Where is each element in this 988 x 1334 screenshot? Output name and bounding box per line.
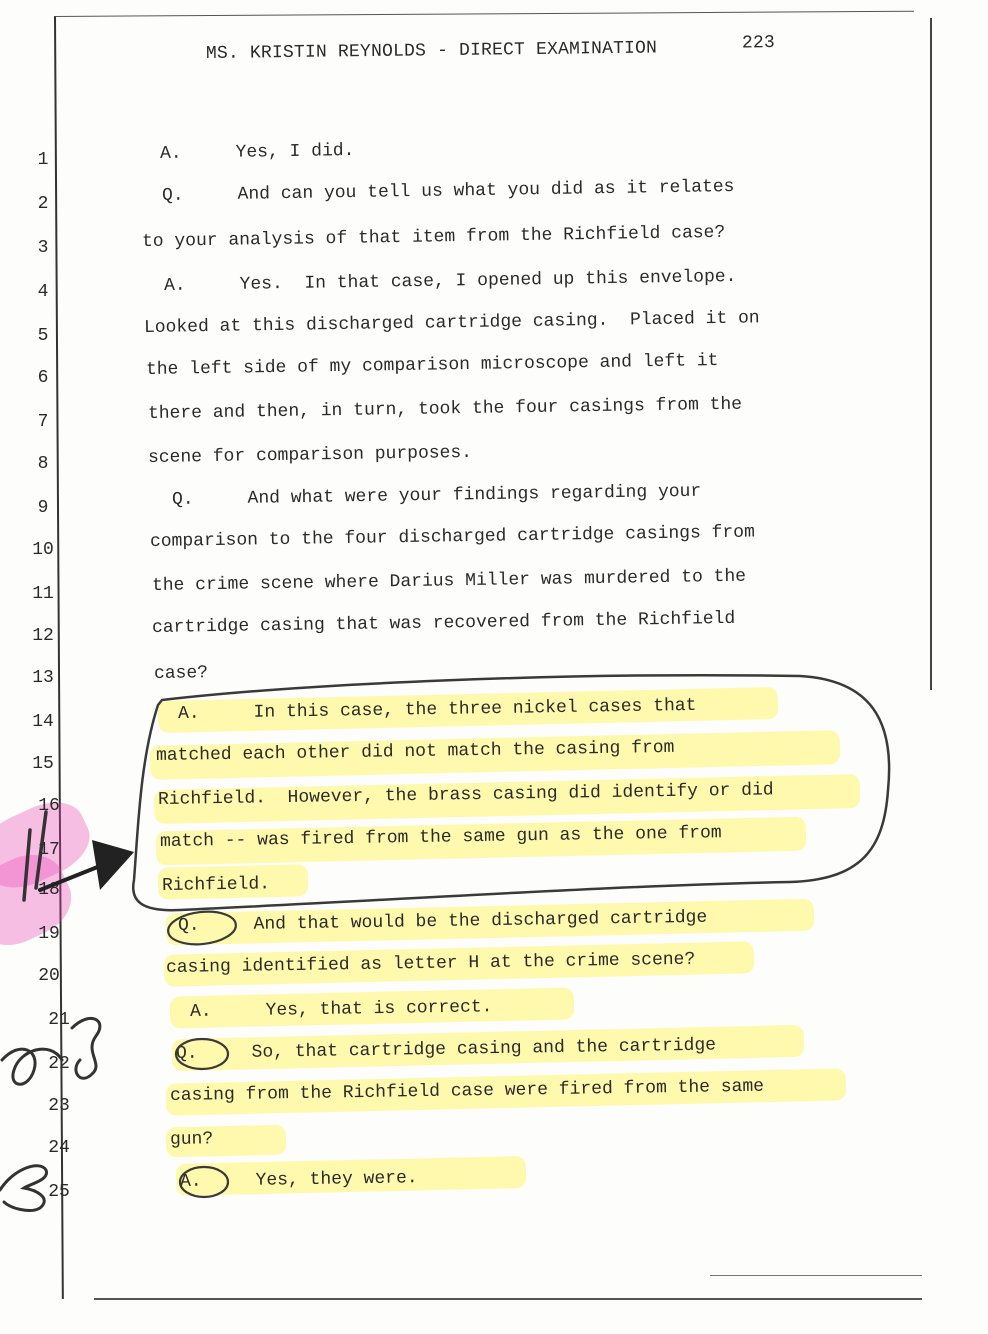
- circled-q-22: [176, 1039, 228, 1069]
- line-number: 24: [48, 1138, 70, 1158]
- line-number: 6: [37, 368, 49, 388]
- line-number: 9: [37, 498, 49, 518]
- line-number: 3: [37, 238, 49, 258]
- transcript-line: cartridge casing that was recovered from the Richfield: [151, 608, 736, 638]
- line-number: 11: [32, 584, 54, 604]
- transcript-line: to your analysis of that item from the Richfield case?: [141, 222, 726, 252]
- line-number: 15: [32, 754, 54, 774]
- transcript-line: A. Yes, they were.: [179, 1168, 418, 1192]
- margin-scrawl: [0, 1166, 47, 1211]
- transcript-line: Looked at this discharged cartridge casing. Placed it on: [143, 308, 760, 338]
- transcript-line: A. In this case, the three nickel cases that: [177, 695, 697, 724]
- transcript-line: there and then, in turn, took the four casings from the: [147, 394, 743, 424]
- line-number: 19: [38, 924, 60, 944]
- transcript-line: Q. So, that cartridge casing and the cartridge: [175, 1035, 717, 1064]
- transcript-line: casing from the Richfield case were fired from the same: [169, 1076, 765, 1106]
- transcript-line: gun?: [169, 1129, 214, 1150]
- transcript-line: Q. And can you tell us what you did as it relates: [161, 177, 735, 206]
- line-number: 1: [37, 150, 49, 170]
- page-number: 223: [741, 33, 776, 54]
- transcript-line: Q. And that would be the discharged cartridge: [177, 907, 708, 936]
- line-number: 10: [32, 540, 54, 560]
- line-number: 18: [38, 880, 60, 900]
- transcript-line: scene for comparison purposes.: [147, 442, 473, 468]
- transcript-line: matched each other did not match the casing from: [155, 737, 675, 766]
- transcript-line: casing identified as letter H at the crime scene?: [165, 949, 696, 978]
- line-number: 14: [32, 712, 54, 732]
- circled-a-25: [180, 1167, 228, 1197]
- line-number: 23: [48, 1096, 70, 1116]
- line-number: 20: [38, 966, 60, 986]
- circled-q-19: [167, 909, 238, 948]
- line-number: 16: [38, 796, 60, 816]
- transcript-line: A. Yes. In that case, I opened up this envelope.: [163, 267, 737, 296]
- line-number: 25: [48, 1182, 70, 1202]
- arrow-head-icon: [92, 840, 134, 890]
- line-number: 2: [37, 194, 49, 214]
- line-number: 7: [37, 412, 49, 432]
- transcript-line: match -- was fired from the same gun as the one from: [159, 823, 722, 852]
- transcript-line: comparison to the four discharged cartridge casings from: [149, 522, 755, 552]
- margin-scrawl: [2, 1018, 100, 1084]
- line-number: 4: [37, 282, 49, 302]
- line-number: 12: [32, 626, 54, 646]
- line-number: 17: [38, 840, 60, 860]
- line-number: 5: [37, 326, 49, 346]
- transcript-line: A. Yes, that is correct.: [189, 997, 493, 1022]
- line-number: 22: [48, 1054, 70, 1074]
- line-number: 13: [32, 668, 54, 688]
- line-number: 8: [37, 454, 49, 474]
- transcript-line: A. Yes, I did.: [159, 140, 355, 164]
- transcript-line: the crime scene where Darius Miller was murdered to the: [151, 566, 747, 596]
- transcript-line: Q. And what were your findings regarding your: [171, 481, 702, 510]
- transcript-line: Richfield.: [161, 874, 271, 896]
- header-title: MS. KRISTIN REYNOLDS - DIRECT EXAMINATION: [205, 38, 658, 64]
- transcript-line: Richfield. However, the brass casing did identify or did: [157, 780, 774, 810]
- circled-answer-box: [133, 675, 889, 910]
- transcript-line: case?: [153, 663, 209, 684]
- line-number: 21: [48, 1010, 70, 1030]
- transcript-line: the left side of my comparison microscope and left it: [145, 351, 719, 380]
